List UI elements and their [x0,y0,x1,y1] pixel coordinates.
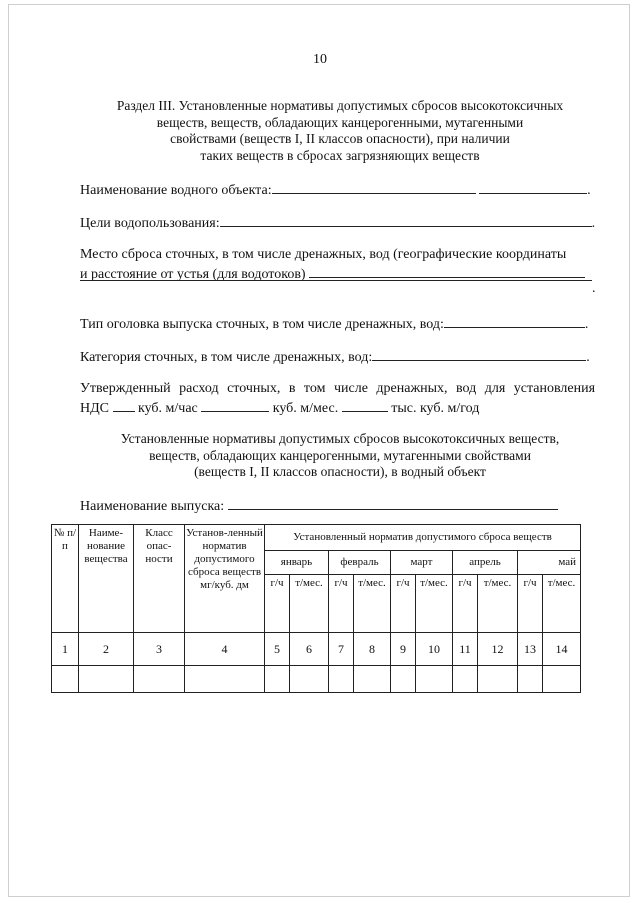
section-title-line-1: Раздел III. Установленные нормативы допустимых сбросов высокотоксичных [116,98,564,113]
table-cell[interactable] [290,666,329,693]
table-cell[interactable] [543,666,581,693]
flow-hour-field[interactable] [113,398,135,412]
table-subtitle-line-3: (веществ I, II классов опасности), в водный объект [194,464,486,479]
category-label: Категория сточных, в том числе дренажных, вод: [80,350,373,365]
water-object-label: Наименование водного объекта: [80,183,272,198]
water-object-field[interactable] [272,180,476,194]
column-number: 14 [543,633,581,666]
table-cell[interactable] [185,666,265,693]
approved-flow-line-1: Утвержденный расход сточных, в том числе дренажных, вод для установления [80,381,596,396]
discharge-place-line-1: Место сброса сточных, в том числе дренажных, вод (географические координаты [80,247,567,262]
unit-month: куб. м/мес. [272,401,339,416]
column-number: 12 [478,633,518,666]
table-cell[interactable] [134,666,185,693]
period: . [592,281,596,296]
header-month-may: май [518,551,581,575]
column-number: 2 [79,633,134,666]
water-object-row [80,180,591,199]
section-title-line-3: свойствами (веществ I, II классов опасности), при наличии [170,131,510,146]
column-number: 4 [185,633,265,666]
column-number: 7 [329,633,354,666]
header-month-jan: январь [265,551,329,575]
table-cell[interactable] [52,666,79,693]
table-cell[interactable] [453,666,478,693]
nds-label: НДС [80,401,109,416]
table-cell[interactable] [416,666,453,693]
section-title-line-4: таких веществ в сбросах загрязняющих веществ [200,147,480,163]
page-number: 10 [313,52,327,67]
norms-table [51,524,581,693]
column-number: 11 [453,633,478,666]
period: . [584,317,589,332]
discharge-place-line-2: и расстояние от устья (для водотоков) [80,267,306,282]
header-unit-tm: т/мес. [290,575,329,633]
table-cell[interactable] [354,666,391,693]
unit-year: тыс. куб. м/год [391,401,480,416]
discharge-place-field[interactable] [309,264,585,278]
header-unit-gh: г/ч [265,575,290,633]
approved-flow-row-2 [80,398,479,417]
header-unit-tm: т/мес. [416,575,453,633]
column-number: 1 [52,633,79,666]
table-cell[interactable] [518,666,543,693]
column-number: 8 [354,633,391,666]
water-object-field-2[interactable] [479,180,587,194]
table-cell[interactable] [79,666,134,693]
header-unit-tm: т/мес. [478,575,518,633]
outlet-name-label: Наименование выпуска: [80,499,225,514]
header-unit-tm: т/мес. [354,575,391,633]
purpose-row [80,213,595,232]
outlet-name-row [80,496,558,515]
header-hazard-class: Класс опас-ности [134,525,185,633]
table-subtitle [80,431,600,481]
outlet-type-field[interactable] [444,314,585,328]
column-number: 10 [416,633,453,666]
header-num: № п/п [52,525,79,633]
column-number-row [52,633,581,666]
flow-month-field[interactable] [201,398,269,412]
header-unit-gh: г/ч [518,575,543,633]
header-month-feb: февраль [329,551,391,575]
header-unit-tm: т/мес. [543,575,581,633]
header-established-norm: Установ-ленный норматив допустимого сброса веществ мг/куб. дм [185,525,265,633]
period: . [591,216,596,231]
purpose-label: Цели водопользования: [80,216,220,231]
header-month-mar: март [391,551,453,575]
table-row [52,666,581,693]
column-number: 9 [391,633,416,666]
column-number: 5 [265,633,290,666]
table-subtitle-line-2: веществ, обладающих канцерогенными, мутагенными свойствами [149,447,531,463]
section-title [80,98,600,164]
discharge-place-extra-line[interactable] [80,280,592,281]
table-cell[interactable] [478,666,518,693]
section-title-line-2: веществ, веществ, обладающих канцерогенными, мутагенными [156,114,524,130]
flow-year-field[interactable] [342,398,388,412]
header-unit-gh: г/ч [391,575,416,633]
category-row [80,347,590,366]
table-cell[interactable] [391,666,416,693]
header-unit-gh: г/ч [453,575,478,633]
unit-hour: куб. м/час [138,401,198,416]
table-cell[interactable] [329,666,354,693]
header-monthly-norm: Установленный норматив допустимого сброса веществ [265,525,581,551]
column-number: 3 [134,633,185,666]
header-month-apr: апрель [453,551,518,575]
period: . [587,183,591,198]
table-cell[interactable] [265,666,290,693]
purpose-field[interactable] [220,213,592,227]
table-subtitle-line-1: Установленные нормативы допустимых сбросов высокотоксичных веществ, [120,431,560,446]
category-field[interactable] [372,347,586,361]
column-number: 13 [518,633,543,666]
header-unit-gh: г/ч [329,575,354,633]
outlet-type-row [80,314,588,333]
period: . [586,350,590,365]
outlet-name-field[interactable] [228,496,558,510]
header-substance-name: Наиме-нование вещества [79,525,134,633]
outlet-type-label: Тип оголовка выпуска сточных, в том числе дренажных, вод: [80,317,444,332]
column-number: 6 [290,633,329,666]
